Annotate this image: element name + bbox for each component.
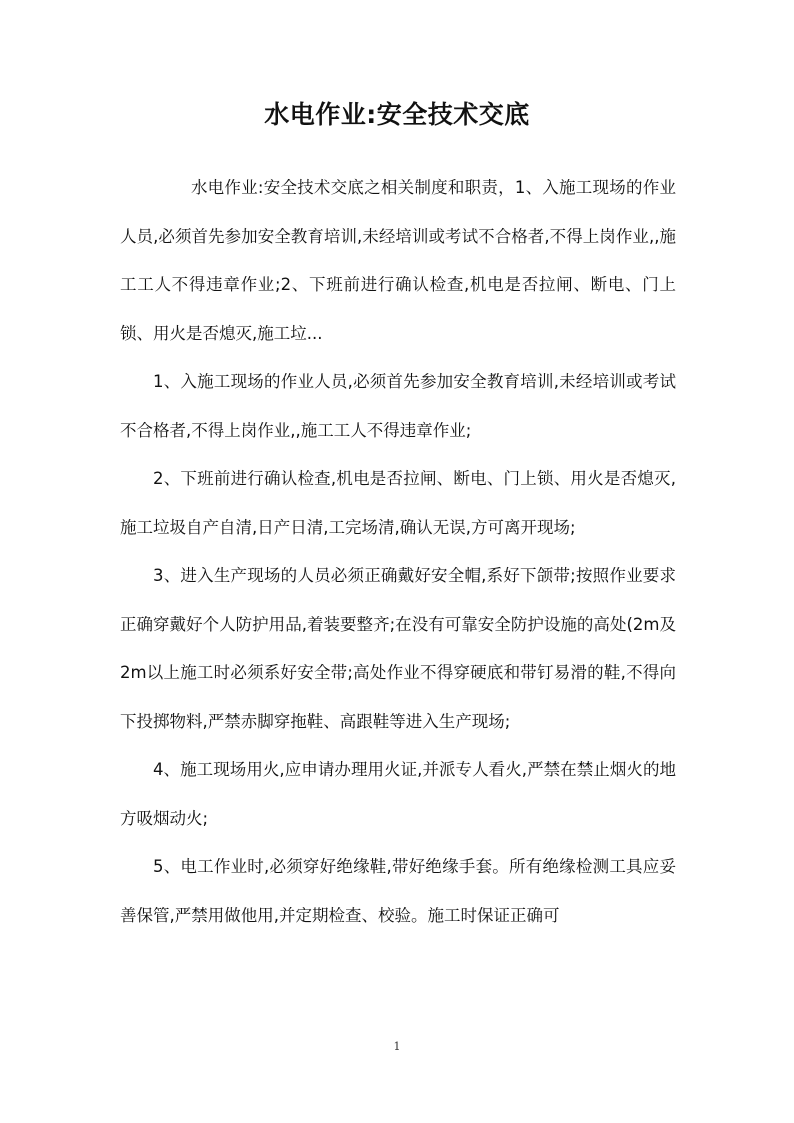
- paragraph-3: 3、进入生产现场的人员必须正确戴好安全帽,系好下颌带;按照作业要求正确穿戴好个人防护用品,着装要整齐;在没有可靠安全防护设施的高处(2m及2m以上施工时必须系好安全带;高处作业不得穿硬底和带钉易滑的鞋,不得向下投掷物料,严禁赤脚穿拖鞋、高跟鞋等进入生产现场;: [120, 566, 676, 731]
- paragraph-1: 1、入施工现场的作业人员,必须首先参加安全教育培训,未经培训或考试不合格者,不得上岗作业,,施工工人不得违章作业;: [120, 372, 676, 440]
- page-number: 1: [393, 1040, 401, 1053]
- document-title: 水电作业:安全技术交底: [264, 100, 530, 129]
- paragraph-2: 2、下班前进行确认检查,机电是否拉闸、断电、门上锁、用火是否熄灭,施工垃圾自产自清,日产日清,工完场清,确认无误,方可离开现场;: [120, 469, 676, 537]
- paragraph-4: 4、施工现场用火,应申请办理用火证,并派专人看火,严禁在禁止烟火的地方吸烟动火;: [120, 760, 676, 828]
- intro-paragraph: 水电作业:安全技术交底之相关制度和职责，1、入施工现场的作业人员,必须首先参加安全教育培训,未经培训或考试不合格者,不得上岗作业,,施工工人不得违章作业;2、下班前进行确认检查,机电是否拉闸、断电、门上锁、用火是否熄灭,施工垃...: [120, 178, 676, 343]
- paragraph-5: 5、电工作业时,必须穿好绝缘鞋,带好绝缘手套。所有绝缘检测工具应妥善保管,严禁用做他用,并定期检查、校验。施工时保证正确可: [120, 857, 676, 925]
- document-body: [120, 164, 676, 940]
